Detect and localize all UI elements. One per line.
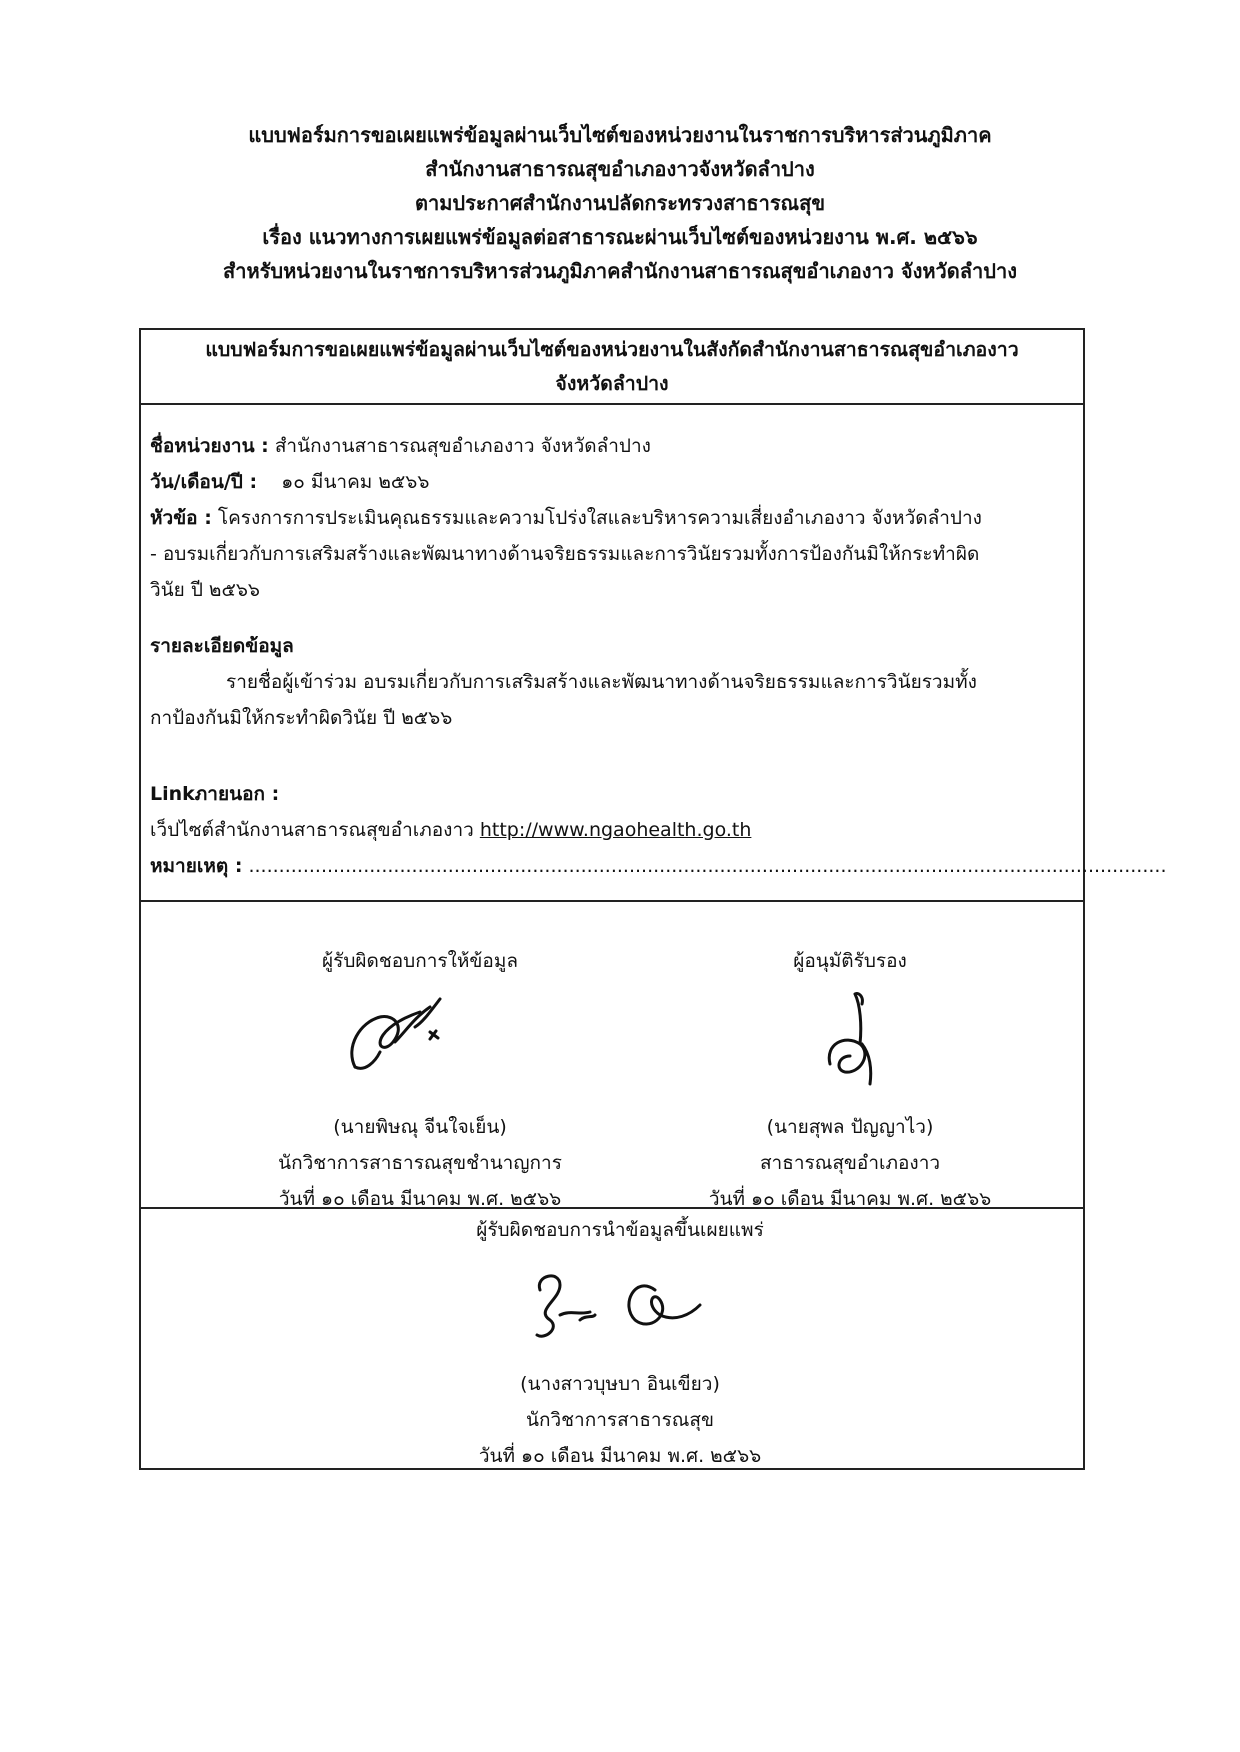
publisher-position: นักวิชาการสาธารณสุข — [525, 1409, 715, 1431]
header-line-4: เรื่อง แนวทางการเผยแพร่ข้อมูลต่อสาธารณะผ่านเว็บไซต์ของหน่วยงาน พ.ศ. ๒๕๖๖ — [262, 225, 978, 249]
header-line-5: สำหรับหน่วยงานในราชการบริหารส่วนภูมิภาคสำนักงานสาธารณสุขอำเภองาว จังหวัดลำปาง — [223, 259, 1017, 283]
form-title — [141, 333, 1083, 401]
approver-role: ผู้อนุมัติรับรอง — [793, 950, 907, 972]
topic-label: หัวข้อ : — [150, 507, 212, 529]
header-line-2: สำนักงานสาธารณสุขอำเภองาวจังหวัดลำปาง — [425, 157, 815, 181]
topic-value: โครงการการประเมินคุณธรรมและความโปร่งใสและบริหารความเสี่ยงอำเภองาว จังหวัดลำปาง — [217, 507, 982, 529]
link-row — [150, 812, 1076, 848]
header-line-1: แบบฟอร์มการขอเผยแพร่ข้อมูลผ่านเว็บไซต์ของหน่วยงานในราชการบริหารส่วนภูมิภาค — [248, 123, 992, 147]
document-header — [0, 118, 1240, 288]
form-title-line-1: แบบฟอร์มการขอเผยแพร่ข้อมูลผ่านเว็บไซต์ของหน่วยงานในสังกัดสำนักงานสาธารณสุขอำเภองาว — [205, 338, 1019, 361]
details-line-1: รายชื่อผู้เข้าร่วม อบรมเกี่ยวกับการเสริมสร้างและพัฒนาทางด้านจริยธรรมและการวินัยรวมทั้ง — [226, 671, 977, 693]
unit-label: ชื่อหน่วยงาน : — [150, 435, 269, 457]
unit-value: สำนักงานสาธารณสุขอำเภองาว จังหวัดลำปาง — [274, 435, 651, 457]
form-title-line-2: จังหวัดลำปาง — [555, 372, 669, 395]
remark-label: หมายเหตุ : — [150, 855, 243, 877]
link-prefix: เว็ปไซต์สำนักงานสาธารณสุขอำเภองาว — [150, 819, 474, 841]
publisher-signature-image — [525, 1260, 715, 1350]
remark-row — [150, 848, 1167, 884]
topic-line-3: วินัย ปี ๒๕๖๖ — [150, 579, 260, 601]
details-label: รายละเอียดข้อมูล — [150, 635, 294, 657]
approver-signature-block — [640, 943, 1060, 1217]
provider-name: (นายพิษณุ จีนใจเย็น) — [333, 1116, 507, 1138]
approver-signature-image — [800, 984, 900, 1094]
link-label: Linkภายนอก : — [150, 783, 280, 805]
provider-date: วันที่ ๑๐ เดือน มีนาคม พ.ศ. ๒๕๖๖ — [278, 1188, 562, 1210]
provider-signature-area — [180, 979, 660, 1109]
provider-signature-image — [335, 987, 475, 1087]
approver-name: (นายสุพล ปัญญาไว) — [766, 1116, 934, 1138]
spacer — [150, 736, 1076, 776]
date-label: วัน/เดือน/ปี : — [150, 471, 258, 493]
spacer — [150, 608, 1076, 628]
date-value: ๑๐ มีนาคม ๒๕๖๖ — [281, 471, 430, 493]
publisher-name: (นางสาวบุษบา อินเขียว) — [520, 1373, 720, 1395]
publisher-signature-block — [340, 1212, 900, 1474]
remark-dots: ........................................................................................................................................................ — [248, 855, 1167, 877]
divider-details — [139, 900, 1085, 902]
website-link[interactable]: http://www.ngaohealth.go.th — [479, 819, 752, 841]
publisher-date: วันที่ ๑๐ เดือน มีนาคม พ.ศ. ๒๕๖๖ — [478, 1445, 762, 1467]
publisher-role: ผู้รับผิดชอบการนำข้อมูลขึ้นเผยแพร่ — [476, 1219, 764, 1241]
approver-signature-area — [640, 979, 1060, 1109]
divider-title — [139, 403, 1085, 405]
provider-position: นักวิชาการสาธารณสุขชำนาญการ — [278, 1152, 562, 1174]
unit-row — [150, 428, 1076, 464]
form-body — [150, 428, 1167, 884]
topic-row — [150, 500, 1076, 536]
topic-line-2: - อบรมเกี่ยวกับการเสริมสร้างและพัฒนาทางด้านจริยธรรมและการวินัยรวมทั้งการป้องกันมิให้กระทำผิด — [150, 543, 980, 565]
provider-signature-block — [180, 943, 660, 1217]
approver-date: วันที่ ๑๐ เดือน มีนาคม พ.ศ. ๒๕๖๖ — [708, 1188, 992, 1210]
publisher-signature-area — [340, 1248, 900, 1366]
date-row — [150, 464, 1076, 500]
header-line-3: ตามประกาศสำนักงานปลัดกระทรวงสาธารณสุข — [414, 191, 825, 215]
details-line-2: กาป้องกันมิให้กระทำผิดวินัย ปี ๒๕๖๖ — [150, 707, 453, 729]
approver-position: สาธารณสุขอำเภองาว — [759, 1152, 941, 1174]
provider-role: ผู้รับผิดชอบการให้ข้อมูล — [322, 950, 518, 972]
